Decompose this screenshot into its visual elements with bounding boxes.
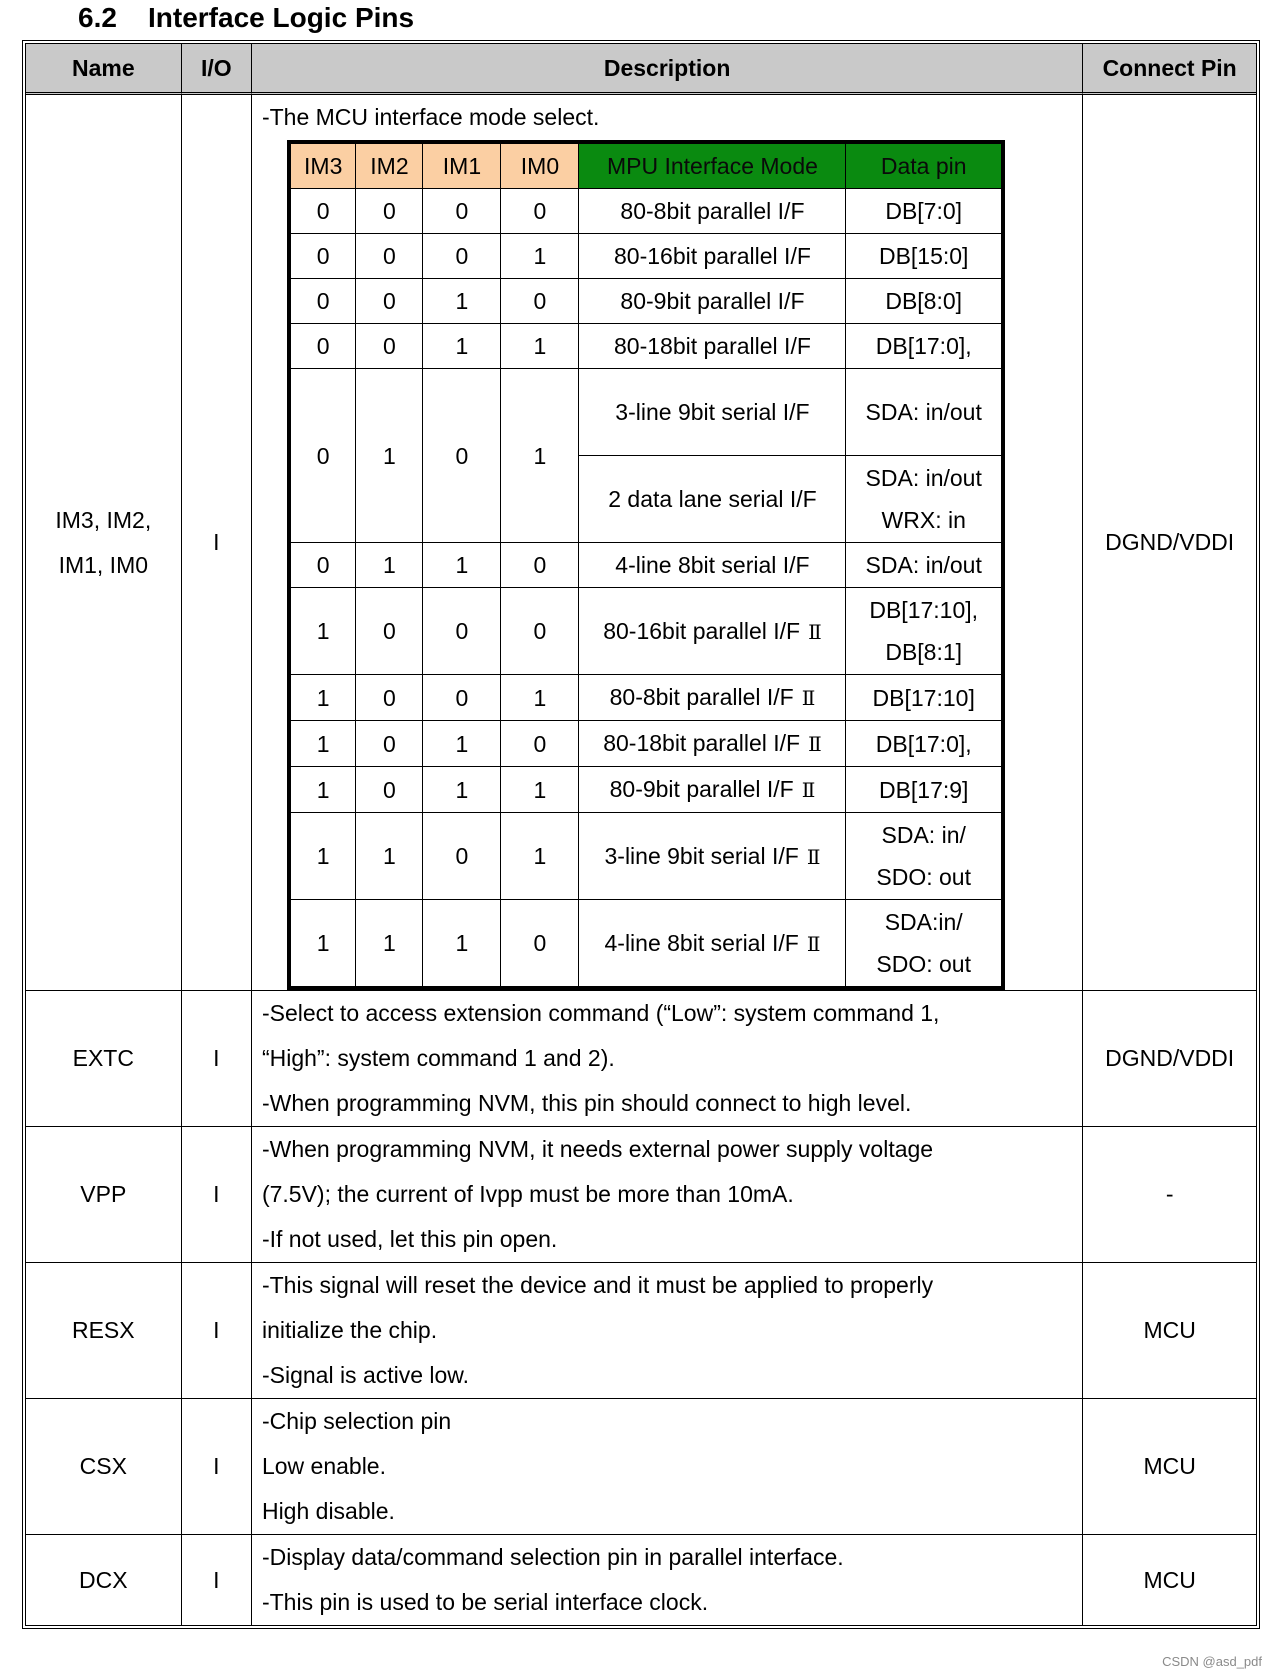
im2-cell: 0 — [356, 234, 423, 279]
pin-name-extc: EXTC — [26, 991, 182, 1127]
im3-cell: 1 — [289, 767, 356, 813]
data-line: SDO: out — [876, 864, 971, 890]
desc-line: -Display data/command selection pin in parallel interface. — [261, 1544, 844, 1570]
im0-cell: 0 — [501, 189, 579, 234]
section-number: 6.2 — [78, 2, 117, 33]
mode-cell — [579, 767, 846, 813]
im-header-im2: IM2 — [356, 142, 423, 189]
im2-cell: 0 — [356, 324, 423, 369]
pin-name-resx: RESX — [26, 1263, 182, 1399]
im-row — [289, 369, 1003, 456]
interface-logic-pins-table — [22, 40, 1260, 1629]
im1-cell: 0 — [423, 813, 501, 900]
im1-cell: 1 — [423, 721, 501, 767]
data-cell — [846, 813, 1003, 900]
mode-cell — [579, 900, 846, 989]
pin-desc-dcx — [252, 1535, 1083, 1625]
im-row — [289, 279, 1003, 324]
desc-line: -This signal will reset the device and it must be applied to properly — [261, 1272, 934, 1298]
table-row-csx — [26, 1399, 1256, 1535]
pin-io-vpp: I — [182, 1127, 252, 1263]
data-cell — [846, 588, 1003, 675]
im3-cell: 0 — [289, 543, 356, 588]
im-row — [289, 675, 1003, 721]
im0-cell: 1 — [501, 369, 579, 543]
im0-cell: 1 — [501, 324, 579, 369]
mode-cell — [579, 675, 846, 721]
im-row — [289, 767, 1003, 813]
data-line: SDO: out — [876, 951, 971, 977]
im0-cell: 1 — [501, 234, 579, 279]
mode-cell: 4-line 8bit serial I/F — [579, 543, 846, 588]
data-cell: SDA: in/out — [846, 369, 1003, 456]
table-row-dcx — [26, 1535, 1256, 1625]
mode-text: 80-8bit parallel I/F — [609, 684, 794, 710]
pin-desc-im — [252, 95, 1083, 991]
im-row — [289, 900, 1003, 989]
desc-line: -Chip selection pin — [261, 1408, 452, 1434]
data-line: DB[17:10], — [869, 597, 979, 623]
roman-two-mark: Ⅱ — [801, 778, 816, 802]
desc-line: -Signal is active low. — [261, 1362, 470, 1388]
pin-connect-extc: DGND/VDDI — [1083, 991, 1256, 1127]
im2-cell: 1 — [356, 543, 423, 588]
desc-line: initialize the chip. — [261, 1317, 438, 1343]
desc-line: -If not used, let this pin open. — [261, 1226, 558, 1252]
im2-cell: 0 — [356, 189, 423, 234]
mode-cell: 80-18bit parallel I/F — [579, 324, 846, 369]
im-header-im1: IM1 — [423, 142, 501, 189]
im-row — [289, 813, 1003, 900]
im-header-im0: IM0 — [501, 142, 579, 189]
table-row-resx — [26, 1263, 1256, 1399]
watermark: CSDN @asd_pdf — [1162, 1654, 1262, 1669]
im1-cell: 1 — [423, 324, 501, 369]
im1-cell: 1 — [423, 767, 501, 813]
im0-cell: 0 — [501, 588, 579, 675]
im0-cell: 1 — [501, 767, 579, 813]
im1-cell: 1 — [423, 900, 501, 989]
roman-two-mark: Ⅱ — [801, 686, 816, 710]
pin-desc-csx — [252, 1399, 1083, 1535]
data-cell: DB[17:0], — [846, 721, 1003, 767]
im2-cell: 0 — [356, 675, 423, 721]
im1-cell: 0 — [423, 675, 501, 721]
pin-io-extc: I — [182, 991, 252, 1127]
mode-text: 80-16bit parallel I/F — [603, 617, 801, 644]
pin-io-dcx: I — [182, 1535, 252, 1625]
data-cell: DB[8:0] — [846, 279, 1003, 324]
im-row — [289, 189, 1003, 234]
im3-cell: 1 — [289, 675, 356, 721]
pin-desc-resx — [252, 1263, 1083, 1399]
im-row — [289, 234, 1003, 279]
im-table-wrap — [262, 140, 1072, 990]
mode-cell — [579, 588, 846, 675]
desc-line: (7.5V); the current of Ivpp must be more than 10mA. — [261, 1181, 794, 1207]
im1-cell: 0 — [423, 588, 501, 675]
table-row-im — [26, 95, 1256, 991]
section-heading: Interface Logic Pins — [148, 2, 415, 33]
mode-text: 3-line 9bit serial I/F — [604, 842, 799, 869]
pin-connect-im: DGND/VDDI — [1083, 95, 1256, 991]
pin-connect-vpp: - — [1083, 1127, 1256, 1263]
mode-cell: 80-9bit parallel I/F — [579, 279, 846, 324]
im3-cell: 0 — [289, 189, 356, 234]
im0-cell: 0 — [501, 279, 579, 324]
pin-io-csx: I — [182, 1399, 252, 1535]
im0-cell: 0 — [501, 721, 579, 767]
pin-name-csx: CSX — [26, 1399, 182, 1535]
im2-cell: 0 — [356, 279, 423, 324]
pin-connect-resx: MCU — [1083, 1263, 1256, 1399]
header-row — [26, 44, 1256, 95]
roman-two-mark: Ⅱ — [808, 732, 822, 756]
mode-cell: 80-16bit parallel I/F — [579, 234, 846, 279]
im0-cell: 0 — [501, 543, 579, 588]
data-line: SDA: in/out — [865, 465, 982, 491]
im-header-data: Data pin — [846, 142, 1003, 189]
im-row — [289, 324, 1003, 369]
im-row — [289, 588, 1003, 675]
im-header-row — [289, 142, 1003, 189]
data-line: DB[8:1] — [885, 639, 963, 665]
desc-intro: -The MCU interface mode select. — [261, 104, 600, 130]
header-io: I/O — [182, 44, 252, 95]
im0-cell: 0 — [501, 900, 579, 989]
pin-io-im: I — [182, 95, 252, 991]
im2-cell: 1 — [356, 813, 423, 900]
roman-two-mark: Ⅱ — [808, 619, 822, 644]
desc-line: -Select to access extension command (“Low”: system command 1, — [261, 1000, 940, 1026]
desc-line: Low enable. — [261, 1453, 386, 1479]
data-cell: DB[15:0] — [846, 234, 1003, 279]
im2-cell: 0 — [356, 588, 423, 675]
roman-two-mark: Ⅱ — [806, 931, 821, 956]
data-cell: DB[7:0] — [846, 189, 1003, 234]
pin-desc-vpp — [252, 1127, 1083, 1263]
pin-name-line: IM3, IM2, — [55, 506, 152, 533]
im-row — [289, 543, 1003, 588]
mode-text: 80-9bit parallel I/F — [609, 776, 794, 802]
im3-cell: 0 — [289, 324, 356, 369]
data-cell — [846, 456, 1003, 543]
mode-cell — [579, 721, 846, 767]
roman-two-mark: Ⅱ — [806, 844, 821, 869]
im3-cell: 0 — [289, 369, 356, 543]
mode-cell: 3-line 9bit serial I/F — [579, 369, 846, 456]
data-cell: DB[17:0], — [846, 324, 1003, 369]
im1-cell: 1 — [423, 543, 501, 588]
im1-cell: 0 — [423, 189, 501, 234]
data-line: WRX: in — [881, 507, 966, 533]
im1-cell: 1 — [423, 279, 501, 324]
pin-name-line: IM1, IM0 — [58, 551, 149, 578]
desc-line: -This pin is used to be serial interface clock. — [261, 1589, 709, 1615]
im-row — [289, 721, 1003, 767]
im0-cell: 1 — [501, 675, 579, 721]
pin-io-resx: I — [182, 1263, 252, 1399]
im3-cell: 0 — [289, 279, 356, 324]
data-cell: SDA: in/out — [846, 543, 1003, 588]
desc-line: High disable. — [261, 1498, 395, 1524]
im3-cell: 0 — [289, 234, 356, 279]
im2-cell: 1 — [356, 369, 423, 543]
pin-name-im — [26, 95, 182, 991]
im1-cell: 0 — [423, 369, 501, 543]
im1-cell: 0 — [423, 234, 501, 279]
data-cell — [846, 900, 1003, 989]
im2-cell: 1 — [356, 900, 423, 989]
header-connect-pin: Connect Pin — [1083, 44, 1256, 95]
mode-text: 4-line 8bit serial I/F — [604, 929, 799, 956]
desc-line: -When programming NVM, it needs external power supply voltage — [261, 1136, 934, 1162]
section-title — [78, 0, 414, 36]
desc-line: -When programming NVM, this pin should connect to high level. — [261, 1090, 912, 1116]
im2-cell: 0 — [356, 721, 423, 767]
im3-cell: 1 — [289, 900, 356, 989]
header-name: Name — [26, 44, 182, 95]
im-header-im3: IM3 — [289, 142, 356, 189]
pin-connect-csx: MCU — [1083, 1399, 1256, 1535]
im0-cell: 1 — [501, 813, 579, 900]
table-row-vpp — [26, 1127, 1256, 1263]
im3-cell: 1 — [289, 813, 356, 900]
mode-cell: 80-8bit parallel I/F — [579, 189, 846, 234]
im3-cell: 1 — [289, 588, 356, 675]
desc-line: “High”: system command 1 and 2). — [261, 1045, 615, 1071]
pin-desc-extc — [252, 991, 1083, 1127]
mode-cell: 2 data lane serial I/F — [579, 456, 846, 543]
pin-name-vpp: VPP — [26, 1127, 182, 1263]
data-line: SDA: in/ — [881, 822, 966, 848]
im3-cell: 1 — [289, 721, 356, 767]
data-cell: DB[17:9] — [846, 767, 1003, 813]
mode-text: 80-18bit parallel I/F — [603, 730, 801, 756]
mode-cell — [579, 813, 846, 900]
pin-name-dcx: DCX — [26, 1535, 182, 1625]
im-header-mode: MPU Interface Mode — [579, 142, 846, 189]
header-description: Description — [252, 44, 1083, 95]
table-row-extc — [26, 991, 1256, 1127]
pin-connect-dcx: MCU — [1143, 1566, 1196, 1593]
im2-cell: 0 — [356, 767, 423, 813]
data-line: SDA:in/ — [884, 909, 963, 935]
im-mode-table — [287, 140, 1005, 990]
data-cell: DB[17:10] — [846, 675, 1003, 721]
